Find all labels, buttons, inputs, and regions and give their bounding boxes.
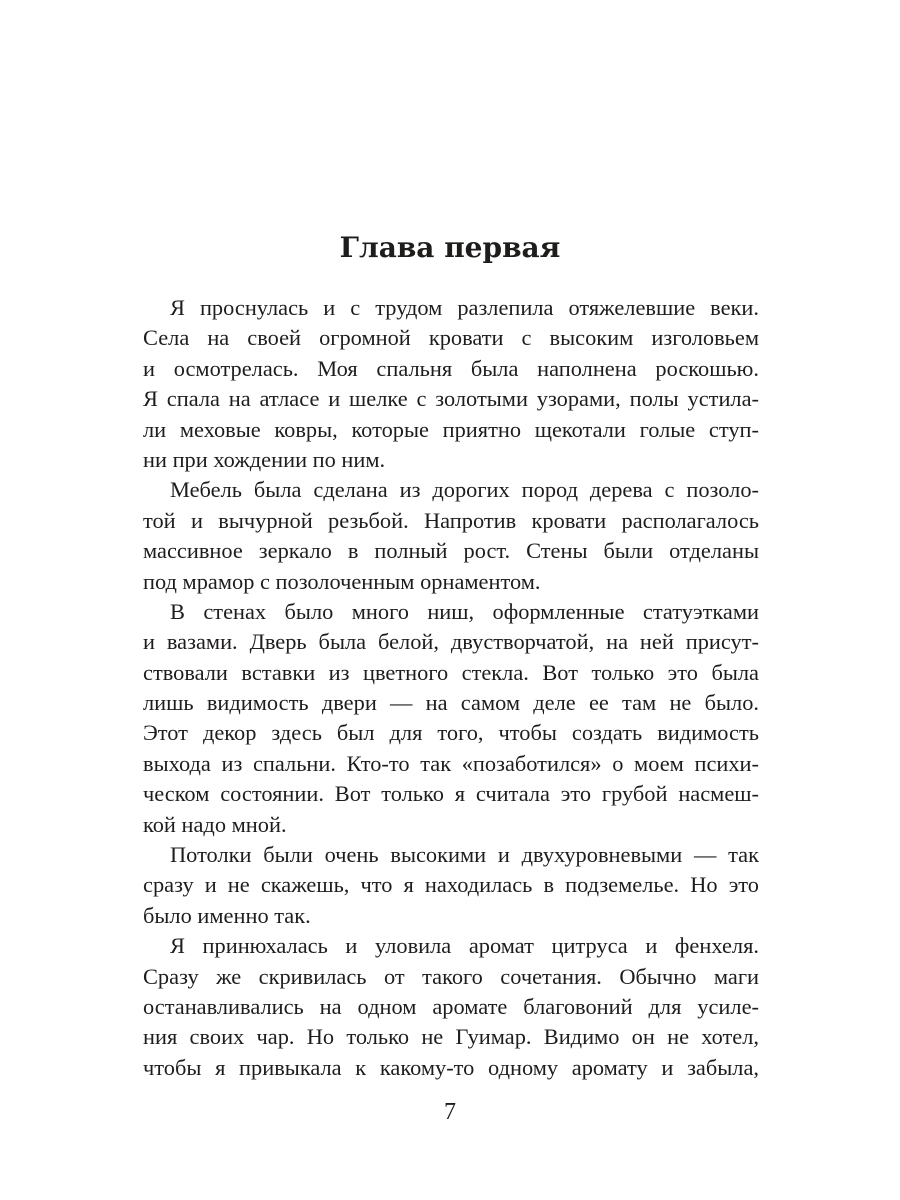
body-text (143, 293, 759, 1083)
text-line: В стенах было много ниш, оформленные статуэтками (170, 598, 759, 624)
text-line: выхода из спальни. Кто-то так «позаботился» о моем психи- (143, 750, 759, 776)
text-line: чтобы я привыкала к какому-то одному аромату и забыла, (143, 1054, 759, 1080)
text-line: ния своих чар. Но только не Гуимар. Видимо он не хотел, (143, 1024, 759, 1050)
chapter-title: Глава первая (339, 231, 561, 264)
text-line: массивное зеркало в полный рост. Стены были отделаны (143, 538, 759, 564)
text-line: и осмотрелась. Моя спальня была наполнена роскошью. (143, 355, 759, 381)
text-line: останавливались на одном аромате благовоний для усиле- (143, 993, 759, 1019)
text-line: Я проснулась и с трудом разлепила отяжелевшие веки. (170, 295, 759, 320)
text-line: Мебель была сделана из дорогих пород дерева с позоло- (170, 477, 759, 503)
text-line: Потолки были очень высокими и двухуровневыми — так (170, 842, 759, 868)
text-line: ли меховые ковры, которые приятно щекотали голые ступ- (143, 416, 759, 442)
text-line: Сразу же скривилась от такого сочетания. Обычно маги (143, 963, 759, 989)
text-line: было именно так. (143, 902, 311, 928)
text-line: Этот декор здесь был для того, чтобы создать видимость (143, 720, 759, 746)
text-line: Села на своей огромной кровати с высоким изголовьем (143, 325, 759, 351)
text-line: ни при хождении по ним. (143, 446, 386, 472)
text-line: Я спала на атласе и шелке с золотыми узорами, полы устила- (143, 386, 759, 412)
text-line: лишь видимость двери — на самом деле ее там не было. (143, 690, 759, 716)
text-line: Я принюхалась и уловила аромат цитруса и фенхеля. (170, 933, 759, 959)
text-line: той и вычурной резьбой. Напротив кровати располагалось (143, 507, 759, 533)
page-number: 7 (444, 1099, 456, 1125)
text-line: и вазами. Дверь была белой, двустворчатой, на ней присут- (143, 629, 759, 655)
text-line: сразу и не скажешь, что я находилась в подземелье. Но это (143, 872, 759, 898)
text-line: ствовали вставки из цветного стекла. Вот только это была (143, 659, 759, 685)
text-line: под мрамор с позолоченным орнаментом. (143, 568, 541, 594)
text-line: кой надо мной. (143, 811, 287, 837)
text-line: ческом состоянии. Вот только я считала это грубой насмеш- (143, 781, 759, 807)
